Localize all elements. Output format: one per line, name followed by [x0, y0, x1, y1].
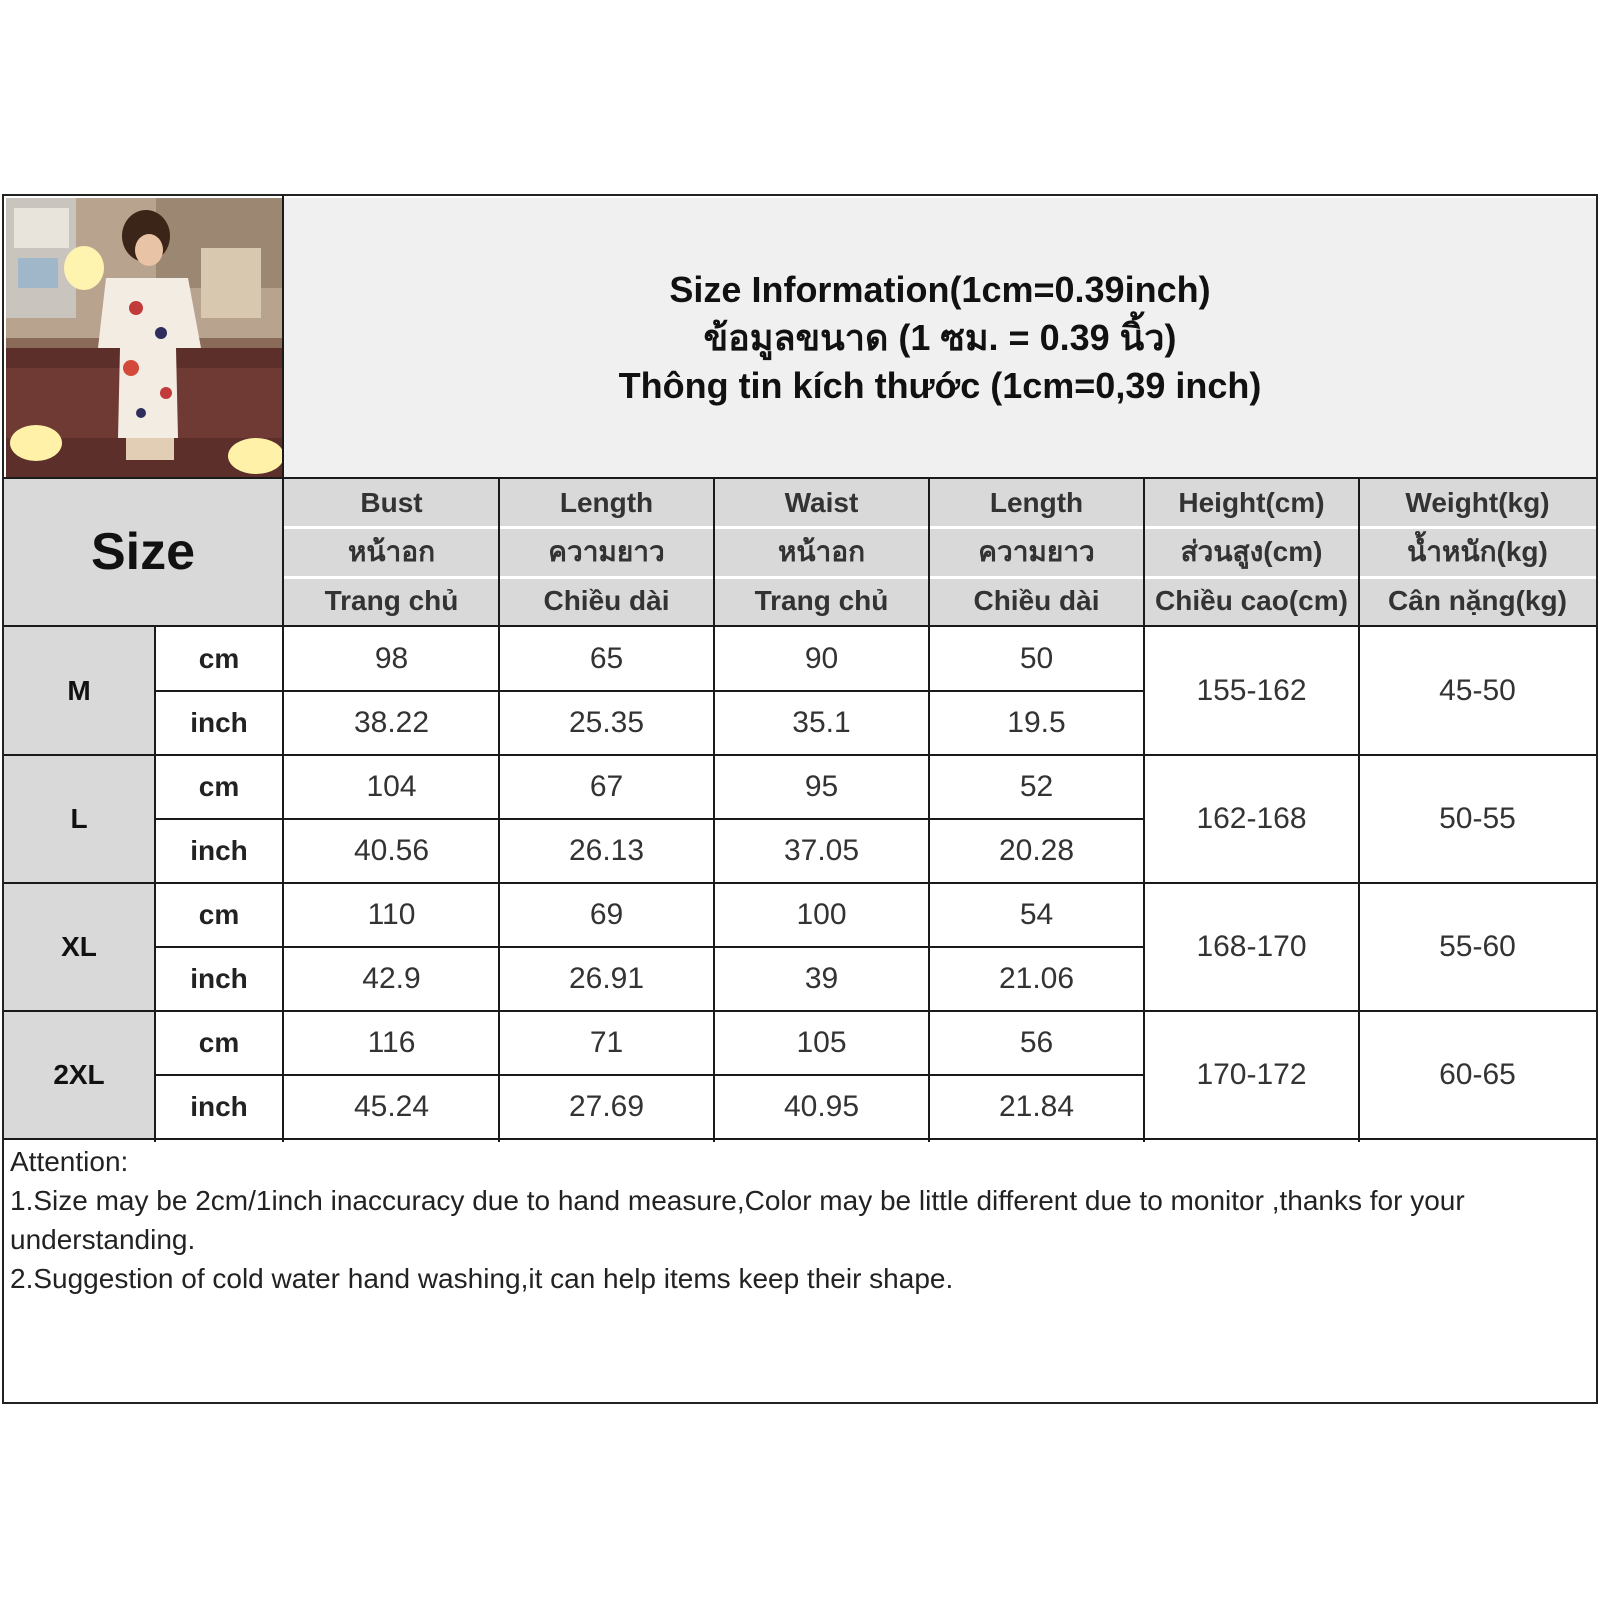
column-header-vi: Cân nặng(kg): [1359, 577, 1596, 625]
column-divider: [713, 479, 715, 1142]
measurement-value: 116: [367, 1026, 416, 1059]
measurement-value: 100: [796, 898, 847, 931]
height-range: 155-162: [1196, 674, 1307, 707]
column-header-en: Height(cm): [1144, 479, 1359, 527]
measurement-value: 39: [804, 962, 839, 995]
row-divider: [4, 882, 1596, 884]
column-header-en: Bust: [284, 479, 499, 527]
size-header: Size: [4, 479, 282, 625]
measurement-value: 69: [589, 898, 624, 931]
unit-label: inch: [190, 707, 248, 738]
measurement-value: 38.22: [353, 706, 430, 739]
column-header-th: ความยาว: [499, 527, 714, 577]
measurement-value: 98: [374, 642, 409, 675]
measurement-value: 90: [804, 642, 839, 675]
measurement-value: 71: [589, 1026, 624, 1059]
column-header-vi: Chiều cao(cm): [1144, 577, 1359, 625]
title-en: Size Information(1cm=0.39inch): [669, 268, 1211, 310]
column-header-en: Length: [499, 479, 714, 527]
measurement-value: 65: [589, 642, 624, 675]
row-divider: [4, 625, 1596, 627]
row-divider: [154, 1074, 1144, 1076]
measurement-value: 26.13: [568, 834, 645, 867]
measurement-value: 45.24: [353, 1090, 430, 1123]
column-divider: [498, 479, 500, 1142]
weight-range: 50-55: [1439, 802, 1516, 835]
column-header-vi: Chiều dài: [499, 577, 714, 625]
unit-label: inch: [190, 835, 248, 866]
row-divider: [154, 818, 1144, 820]
unit-label: cm: [198, 771, 240, 802]
measurement-value: 21.84: [998, 1090, 1075, 1123]
column-header-th: หน้าอก: [284, 527, 499, 577]
unit-label: cm: [198, 899, 240, 930]
measurement-value: 26.91: [568, 962, 645, 995]
row-divider: [4, 1138, 1596, 1140]
title-th: ข้อมูลขนาด (1 ซม. = 0.39 นิ้ว): [703, 316, 1177, 358]
header-divider: [284, 576, 1596, 579]
weight-range: 45-50: [1439, 674, 1516, 707]
size-name: L: [4, 755, 154, 883]
measurement-value: 21.06: [998, 962, 1075, 995]
attention-notes: [10, 1142, 1580, 1298]
column-divider: [1358, 479, 1360, 1142]
size-name: XL: [4, 883, 154, 1011]
measurement-value: 56: [1019, 1026, 1054, 1059]
row-divider: [4, 1010, 1596, 1012]
column-divider: [154, 627, 156, 1142]
column-header-th: หน้าอก: [714, 527, 929, 577]
column-header-en: Waist: [714, 479, 929, 527]
row-divider: [154, 690, 1144, 692]
column-divider: [928, 479, 930, 1142]
size-name: M: [4, 627, 154, 755]
notes-heading: Attention:: [10, 1146, 129, 1177]
measurement-value: 54: [1019, 898, 1054, 931]
measurement-value: 110: [367, 898, 416, 931]
title-block: [284, 198, 1596, 477]
measurement-value: 35.1: [792, 706, 851, 739]
column-header-vi: Chiều dài: [929, 577, 1144, 625]
row-divider: [4, 477, 1596, 479]
measurement-value: 42.9: [362, 962, 421, 995]
column-divider: [1143, 479, 1145, 1142]
measurement-value: 52: [1019, 770, 1054, 803]
unit-label: cm: [198, 643, 240, 674]
header-divider: [284, 526, 1596, 529]
row-divider: [4, 754, 1596, 756]
model-photo: [6, 198, 282, 477]
measurement-value: 105: [796, 1026, 847, 1059]
height-range: 162-168: [1196, 802, 1307, 835]
column-header-en: Length: [929, 479, 1144, 527]
measurement-value: 40.95: [783, 1090, 860, 1123]
measurement-value: 67: [589, 770, 624, 803]
unit-label: inch: [190, 1091, 248, 1122]
measurement-value: 95: [804, 770, 839, 803]
measurement-value: 27.69: [568, 1090, 645, 1123]
column-divider: [282, 196, 284, 1142]
column-header-vi: Trang chủ: [284, 577, 499, 625]
model-photo-illustration: [6, 198, 282, 477]
row-divider: [154, 946, 1144, 948]
column-header-th: ความยาว: [929, 527, 1144, 577]
weight-range: 60-65: [1439, 1058, 1516, 1091]
size-chart: [2, 194, 1598, 1404]
unit-label: inch: [190, 963, 248, 994]
column-header-en: Weight(kg): [1359, 479, 1596, 527]
column-header-vi: Trang chủ: [714, 577, 929, 625]
measurement-value: 104: [366, 770, 417, 803]
measurement-value: 50: [1019, 642, 1054, 675]
title-vi: Thông tin kích thước (1cm=0,39 inch): [618, 364, 1262, 406]
measurement-value: 25.35: [568, 706, 645, 739]
height-range: 170-172: [1196, 1058, 1307, 1091]
note-item-2: 2.Suggestion of cold water hand washing,it can help items keep their shape.: [10, 1263, 954, 1294]
height-range: 168-170: [1196, 930, 1307, 963]
unit-label: cm: [198, 1027, 240, 1058]
measurement-value: 40.56: [353, 834, 430, 867]
note-item-1: 1.Size may be 2cm/1inch inaccuracy due to hand measure,Color may be little different due to monitor ,thanks for your understanding.: [10, 1185, 1465, 1255]
weight-range: 55-60: [1439, 930, 1516, 963]
measurement-value: 20.28: [998, 834, 1075, 867]
measurement-value: 37.05: [783, 834, 860, 867]
size-name: 2XL: [4, 1011, 154, 1139]
measurement-value: 19.5: [1007, 706, 1066, 739]
column-header-th: น้ำหนัก(kg): [1359, 527, 1596, 577]
column-header-th: ส่วนสูง(cm): [1144, 527, 1359, 577]
